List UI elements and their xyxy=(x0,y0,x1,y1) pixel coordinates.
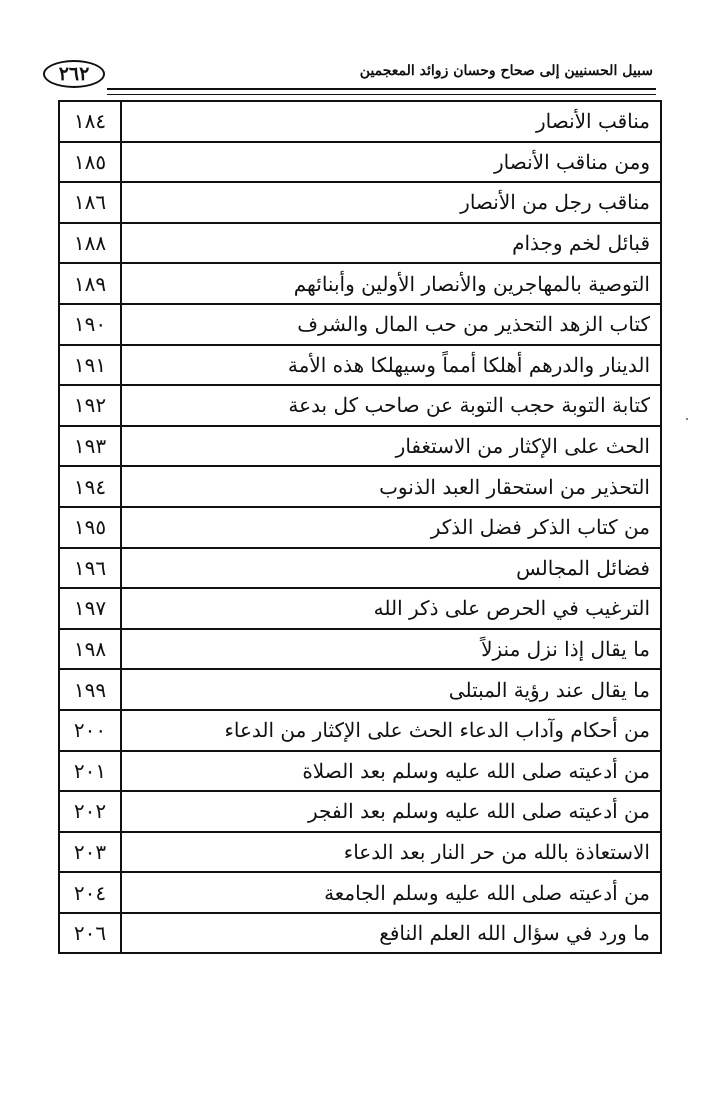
table-row xyxy=(59,710,661,751)
table-row xyxy=(59,223,661,264)
toc-entry-page: ٢٠١ xyxy=(59,751,121,792)
toc-entry-title: ما يقال عند رؤية المبتلى xyxy=(121,669,661,710)
toc-entry-title: فضائل المجالس xyxy=(121,548,661,589)
toc-entry-page: ١٨٩ xyxy=(59,263,121,304)
page-header xyxy=(0,0,703,100)
toc-entry-page: ١٩٥ xyxy=(59,507,121,548)
table-row xyxy=(59,791,661,832)
toc-entry-title: التوصية بالمهاجرين والأنصار الأولين وأبنائهم xyxy=(121,263,661,304)
toc-entry-title: ومن مناقب الأنصار xyxy=(121,142,661,183)
table-row xyxy=(59,913,661,954)
toc-entry-page: ١٨٨ xyxy=(59,223,121,264)
toc-entry-page: ١٩٩ xyxy=(59,669,121,710)
toc-entry-page: ١٩٢ xyxy=(59,385,121,426)
table-row xyxy=(59,385,661,426)
toc-entry-title: من أدعيته صلى الله عليه وسلم الجامعة xyxy=(121,872,661,913)
toc-entry-title: الترغيب في الحرص على ذكر الله xyxy=(121,588,661,629)
toc-entry-page: ٢٠٤ xyxy=(59,872,121,913)
toc-entry-title: من كتاب الذكر فضل الذكر xyxy=(121,507,661,548)
table-row xyxy=(59,669,661,710)
table-row xyxy=(59,751,661,792)
toc-entry-title: مناقب رجل من الأنصار xyxy=(121,182,661,223)
table-row xyxy=(59,345,661,386)
header-rule-thick xyxy=(107,88,656,90)
book-title: سبيل الحسنيين إلى صحاح وحسان زوائد المعجمين xyxy=(359,63,653,79)
table-row xyxy=(59,304,661,345)
toc-entry-title: ما يقال إذا نزل منزلاً xyxy=(121,629,661,670)
table-row xyxy=(59,263,661,304)
table-row xyxy=(59,182,661,223)
toc-entry-page: ١٩١ xyxy=(59,345,121,386)
toc-entry-page: ٢٠٢ xyxy=(59,791,121,832)
toc-entry-page: ١٨٤ xyxy=(59,101,121,142)
toc-entry-page: ٢٠٦ xyxy=(59,913,121,954)
toc-entry-title: كتابة التوبة حجب التوبة عن صاحب كل بدعة xyxy=(121,385,661,426)
toc-entry-page: ٢٠٣ xyxy=(59,832,121,873)
toc-entry-title: من أدعيته صلى الله عليه وسلم بعد الفجر xyxy=(121,791,661,832)
toc-entry-page: ١٨٥ xyxy=(59,142,121,183)
scan-speck xyxy=(686,418,688,420)
toc-entry-page: ١٩٨ xyxy=(59,629,121,670)
toc-entry-title: الحث على الإكثار من الاستغفار xyxy=(121,426,661,467)
toc-entry-page: ٢٠٠ xyxy=(59,710,121,751)
page-number: ٢٦٢ xyxy=(43,60,105,88)
toc-entry-title: ما ورد في سؤال الله العلم النافع xyxy=(121,913,661,954)
table-row xyxy=(59,466,661,507)
toc-entry-title: كتاب الزهد التحذير من حب المال والشرف xyxy=(121,304,661,345)
toc-entry-title: قبائل لخم وجذام xyxy=(121,223,661,264)
header-rule-thin xyxy=(107,94,656,95)
toc-entry-page: ١٩٣ xyxy=(59,426,121,467)
table-of-contents xyxy=(58,100,662,954)
toc-entry-title: الدينار والدرهم أهلكا أمماً وسيهلكا هذه الأمة xyxy=(121,345,661,386)
toc-entry-title: من أحكام وآداب الدعاء الحث على الإكثار من الدعاء xyxy=(121,710,661,751)
toc-entry-page: ١٨٦ xyxy=(59,182,121,223)
toc-entry-title: التحذير من استحقار العبد الذنوب xyxy=(121,466,661,507)
toc-body xyxy=(59,101,661,953)
table-row xyxy=(59,588,661,629)
table-row xyxy=(59,872,661,913)
toc-entry-title: مناقب الأنصار xyxy=(121,101,661,142)
table-row xyxy=(59,426,661,467)
table-row xyxy=(59,101,661,142)
table-row xyxy=(59,629,661,670)
toc-entry-page: ١٩٧ xyxy=(59,588,121,629)
table-row xyxy=(59,507,661,548)
toc-entry-title: الاستعاذة بالله من حر النار بعد الدعاء xyxy=(121,832,661,873)
toc-entry-page: ١٩٠ xyxy=(59,304,121,345)
toc-entry-page: ١٩٤ xyxy=(59,466,121,507)
table-row xyxy=(59,832,661,873)
toc-entry-page: ١٩٦ xyxy=(59,548,121,589)
table-row xyxy=(59,142,661,183)
table-row xyxy=(59,548,661,589)
toc-entry-title: من أدعيته صلى الله عليه وسلم بعد الصلاة xyxy=(121,751,661,792)
